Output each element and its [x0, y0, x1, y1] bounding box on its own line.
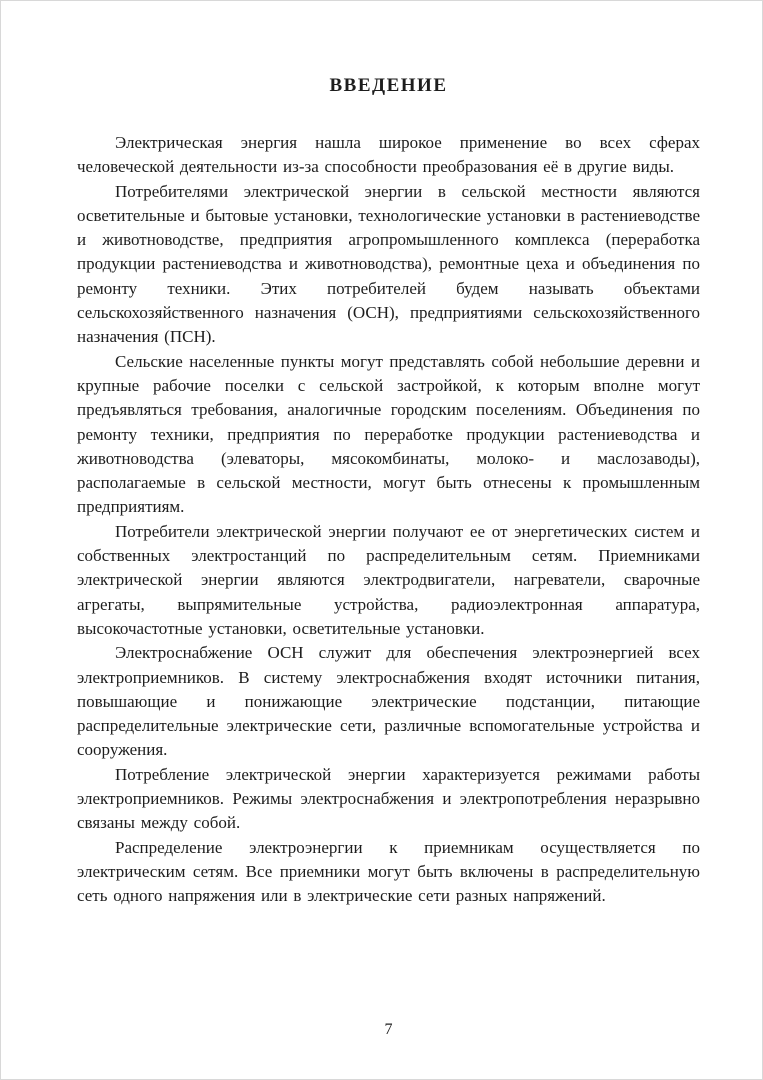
page-number: 7: [384, 1021, 393, 1038]
body-text: [77, 131, 700, 909]
paragraph-distribution: Распределение электроэнергии к приемникам осуществляется по электрическим сетям. Все приемники могут быть включены в распределительную сеть одного напряжения или в электрические сети разных напряжений.: [77, 837, 700, 906]
paragraph-consumption: Потребление электрической энергии характеризуется режимами работы электроприемников. Режимы электроснабжения и электропотребления неразрывно связаны между собой.: [77, 764, 700, 833]
page-title: ВВЕДЕНИЕ: [329, 75, 448, 96]
paragraph-consumers: Потребителями электрической энергии в сельской местности являются осветительные и бытовые установки, технологические установки в растениеводстве и животноводстве, предприятия агропромышленного комплекса (переработка продукции растениеводства и животноводства), ремонтные цеха и объединения по ремонту техники. Этих потребителей будем называть объектами сельскохозяйственного назначения (ОСН), предприятиями сельскохозяйственного назначения (ПСН).: [77, 181, 700, 347]
paragraph-settlements: Сельские населенные пункты могут представлять собой небольшие деревни и крупные рабочие поселки с сельской застройкой, к которым вполне могут предъявляться требования, аналогичные городским поселениям. Объединения по ремонту техники, предприятия по переработке продукции растениеводства и животноводства (элеваторы, мясокомбинаты, молоко- и маслозаводы), располагаемые в сельской местности, могут быть отнесены к промышленным предприятиям.: [77, 351, 700, 517]
paragraph-receivers: Потребители электрической энергии получают ее от энергетических систем и собственных электростанций по распределительным сетям. Приемниками электрической энергии являются электродвигатели, нагреватели, сварочные агрегаты, выпрямительные устройства, радиоэлектронная аппаратура, высокочастотные установки, осветительные установки.: [77, 521, 700, 638]
paragraph-power-supply: Электроснабжение ОСН служит для обеспечения электроэнергией всех электроприемников. В систему электроснабжения входят источники питания, повышающие и понижающие электрические подстанции, питающие распределительные электрические сети, различные вспомогательные устройства и сооружения.: [77, 643, 700, 760]
paragraph-intro: Электрическая энергия нашла широкое применение во всех сферах человеческой деятельности из-за способности преобразования её в другие виды.: [77, 133, 700, 177]
